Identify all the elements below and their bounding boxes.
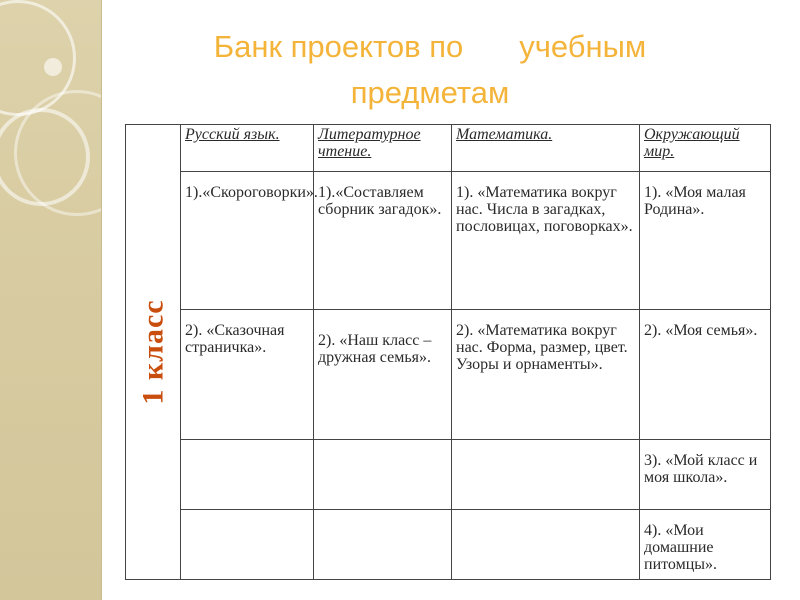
table-cell — [452, 510, 640, 580]
table-cell: 2). «Математика вокруг нас. Форма, размер, цвет. Узоры и орнаменты». — [452, 310, 640, 440]
title-line1-part1: Банк проектов по — [213, 29, 464, 64]
table-cell: 1).«Составляем сборник загадок». — [314, 172, 452, 310]
table-cell: 3). «Мой класс и моя школа». — [640, 440, 771, 510]
table-cell: 2). «Моя семья». — [640, 310, 771, 440]
table-cell — [452, 440, 640, 510]
title-line2: предметам — [350, 75, 510, 110]
table-cell: 1).«Скороговорки». — [181, 172, 314, 310]
class-cell — [126, 125, 181, 580]
title-line1-part2: учебным — [519, 29, 647, 64]
header-literature: Литературное чтение. — [314, 125, 452, 172]
table-cell: 1). «Математика вокруг нас. Числа в загадках, пословицах, поговорках». — [452, 172, 640, 310]
table-cell — [181, 440, 314, 510]
table-row — [126, 510, 771, 580]
table-row — [126, 440, 771, 510]
table-cell — [314, 440, 452, 510]
decorative-dot — [44, 58, 62, 76]
table-row — [126, 310, 771, 440]
table-cell — [314, 510, 452, 580]
slide-title — [150, 24, 710, 116]
table-cell: 2). «Наш класс – дружная семья». — [314, 310, 452, 440]
projects-table — [125, 124, 771, 580]
table-cell: 4). «Мои домашние питомцы». — [640, 510, 771, 580]
table-cell: 1). «Моя малая Родина». — [640, 172, 771, 310]
table-cell — [181, 510, 314, 580]
header-world: Окружающий мир. — [640, 125, 771, 172]
table-cell: 2). «Сказочная страничка». — [181, 310, 314, 440]
header-russian: Русский язык. — [181, 125, 314, 172]
header-math: Математика. — [452, 125, 640, 172]
table-row — [126, 172, 771, 310]
decorative-side-strip — [0, 0, 102, 600]
table-header-row — [126, 125, 771, 172]
class-label: 1 класс — [136, 299, 170, 405]
side-divider — [101, 0, 102, 600]
